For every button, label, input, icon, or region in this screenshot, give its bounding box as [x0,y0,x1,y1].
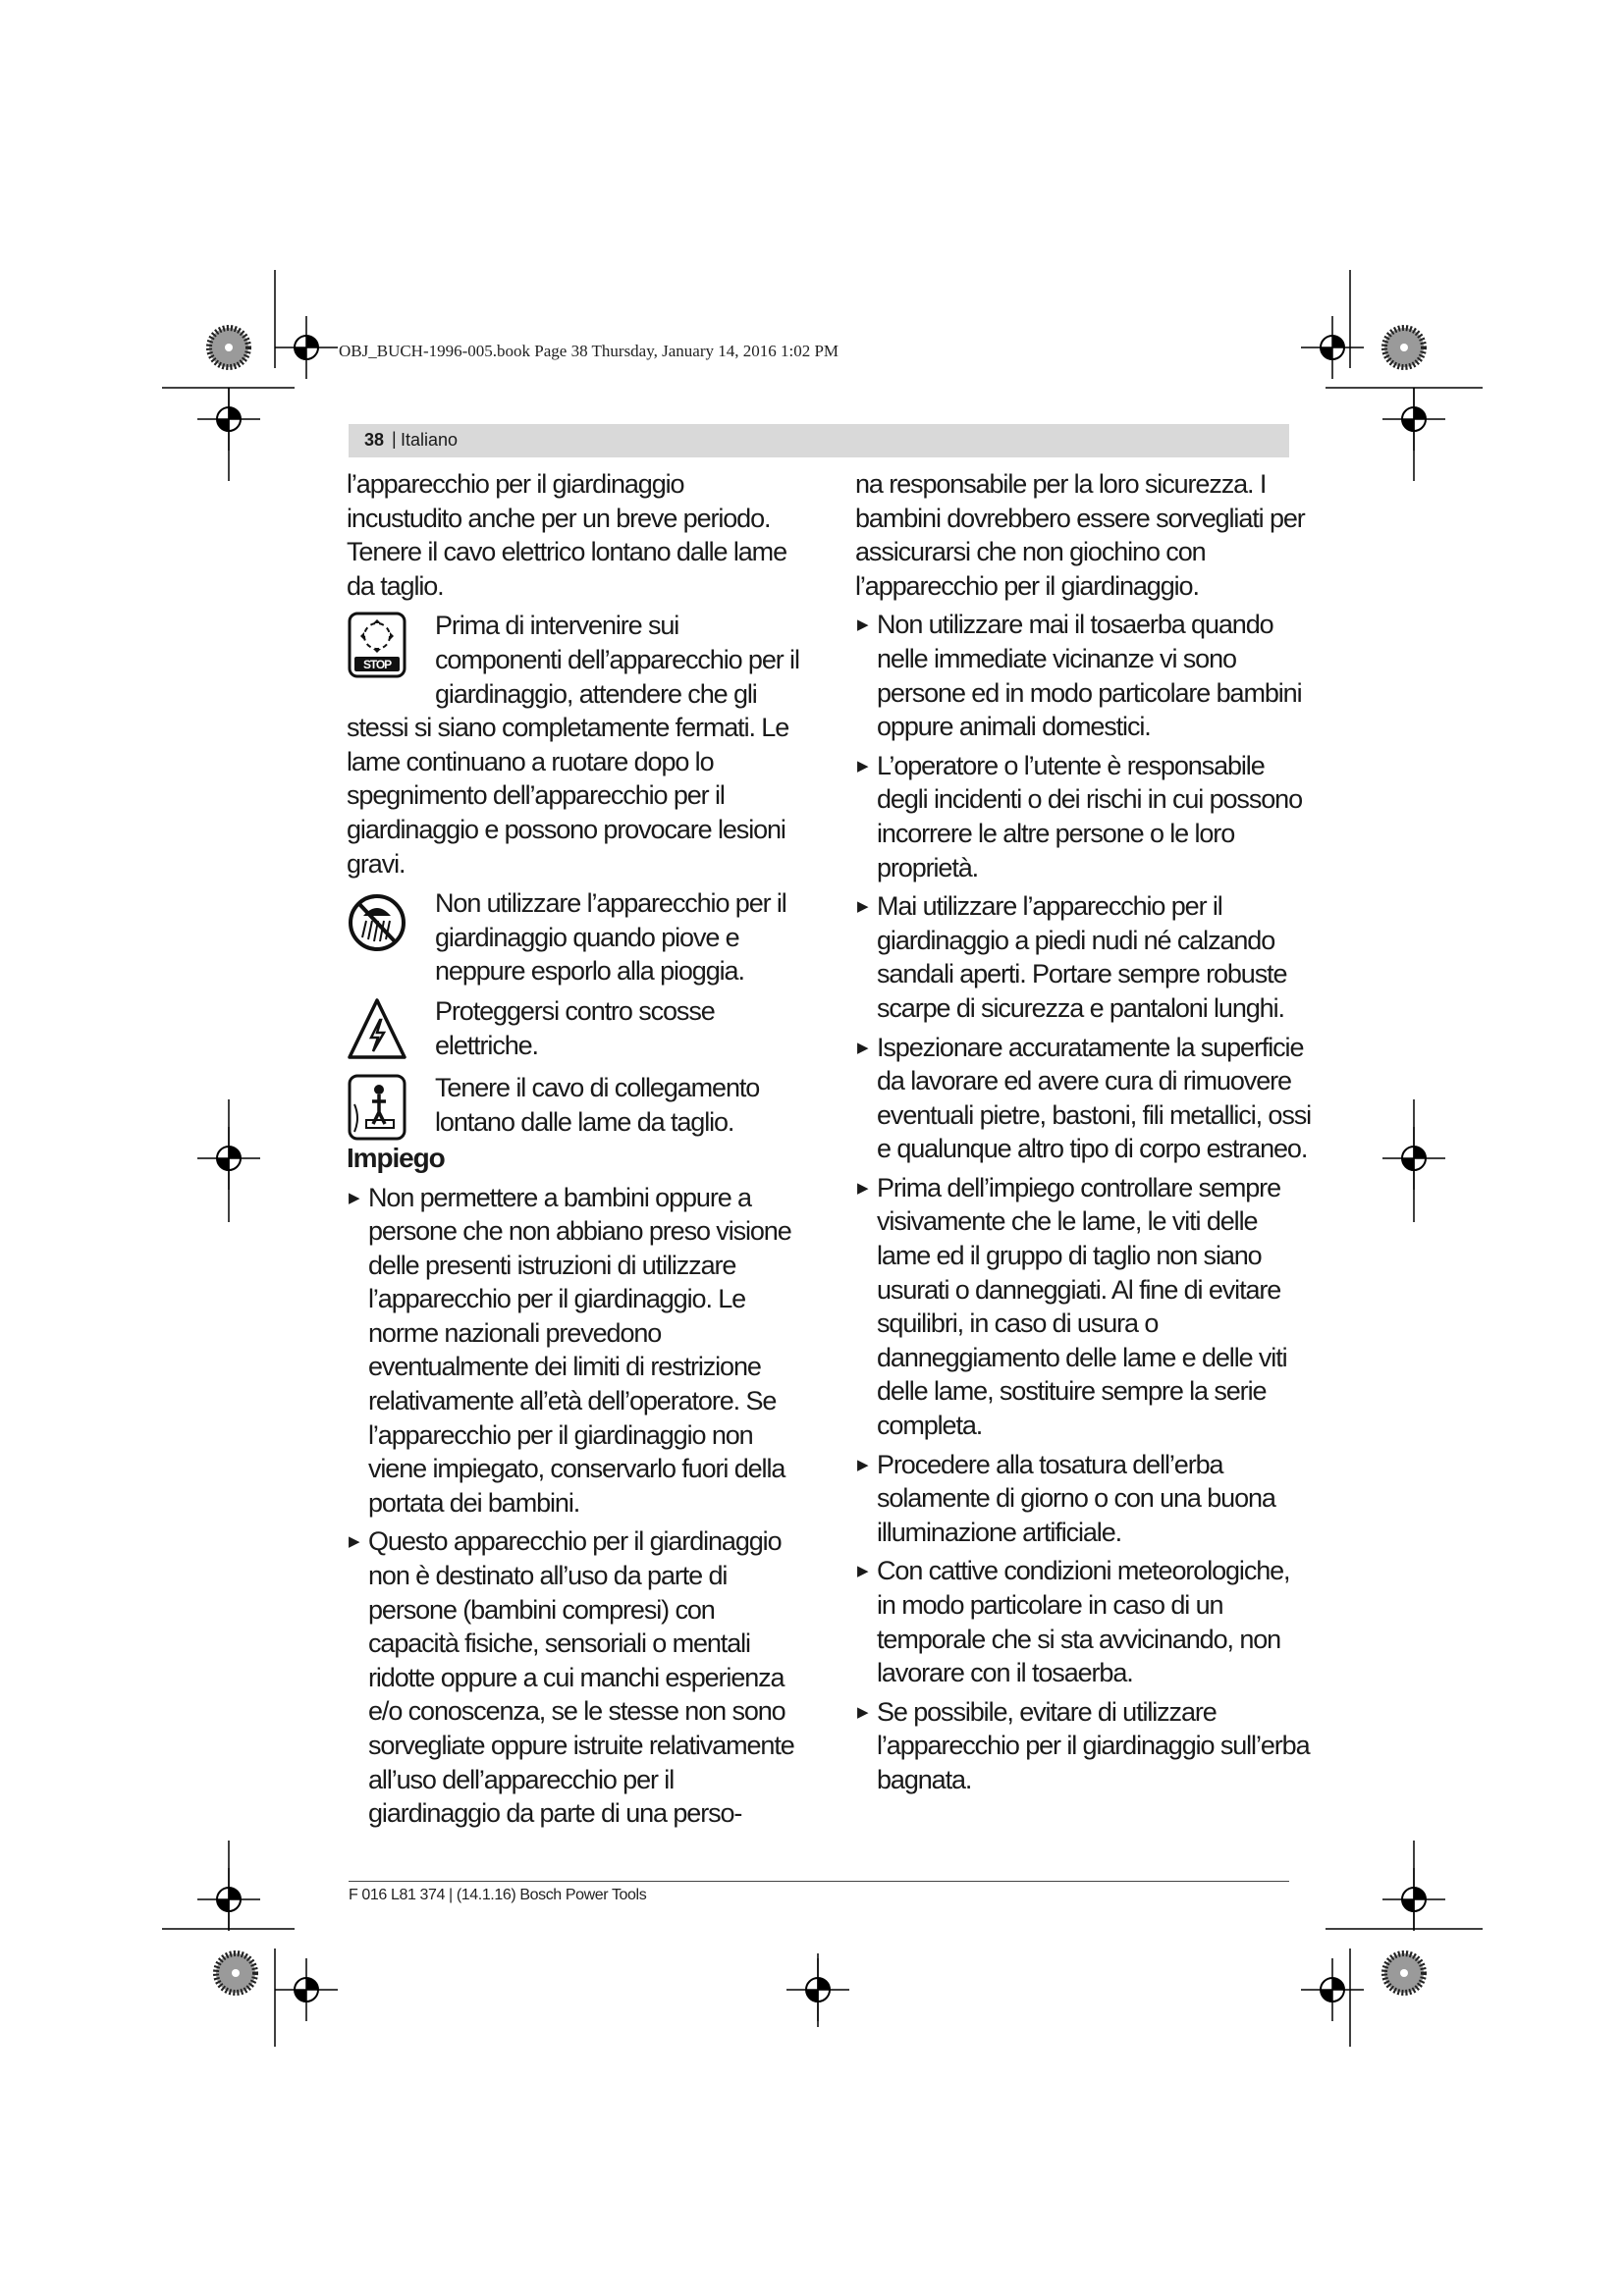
registration-starburst-icon [1384,328,1424,367]
shock-warning-text: Proteggersi contro scosse elettriche. [435,995,715,1060]
registration-cross-icon [197,1127,260,1190]
list-item: ▶ Con cattive condizioni meteorologiche, in modo particolare in caso di un temporale che si sta avvicinando, non lavorare con il tosaerba. [855,1554,1313,1689]
page-header-separator: | [392,429,397,449]
registration-cross-icon [1382,1127,1445,1190]
registration-cross-icon [1382,1868,1445,1931]
cable-warning-text: Tenere il cavo di collegamento lontano dalle lame da taglio. [435,1072,760,1137]
list-item: ▶ Ispezionare accuratamente la superficie da lavorare ed avere cura di rimuovere eventuali pietre, bastoni, fili metallici, ossi e qualunque altro tipo di corpo estraneo. [855,1031,1313,1166]
crop-line [162,1841,1483,2047]
list-item: ▶ Mai utilizzare l’apparecchio per il giardinaggio a piedi nudi né calzando sandali aperti. Portare sempre robuste scarpe di sicurezza e pantaloni lunghi. [855,889,1313,1025]
left-column [347,467,804,1831]
list-item: ▶ Se possibile, evitare di utilizzare l’apparecchio per il giardinaggio sull’erba bagnata. [855,1695,1313,1797]
registration-starburst-icon [1384,1953,1424,1993]
list-item: ▶ L’operatore o l’utente è responsabile degli incidenti o dei rischi in cui possono incorrere le altre persone o le loro proprietà. [855,749,1313,884]
registration-starburst-icon [209,328,248,367]
electric-shock-icon [347,996,407,1065]
stop-warning-text: Prima di intervenire sui componenti dell’apparecchio per il giardinaggio, attendere che gli [435,611,799,709]
cable-warning [347,1071,804,1142]
no-rain-icon [347,888,407,957]
registration-cross-icon [786,1958,849,2021]
registration-cross-icon [1301,316,1364,379]
rain-warning [347,886,804,988]
registration-cross-icon [1382,388,1445,451]
registration-cross-icon [197,1868,260,1931]
page-footer: F 016 L81 374 | (14.1.16) Bosch Power Tools [349,1887,647,1903]
list-item: ▶ Procedere alla tosatura dell’erba solamente di giorno o con una buona illuminazione artificiale. [855,1448,1313,1550]
section-heading-impiego: Impiego [347,1142,445,1173]
stop-rotating-blades-icon [347,611,407,679]
page-header-bar [349,424,1289,457]
footer-rule [349,1881,1289,1882]
registration-cross-icon [275,1958,338,2021]
cable-away-from-blades-icon [347,1073,407,1142]
registration-cross-icon [1301,1958,1364,2021]
stop-warning-continuation: stessi si siano completamente fermati. Le lame continuano a ruotare dopo lo spegnimento dell’apparecchio per il giardinaggio e possono provocare lesioni gravi. [347,713,789,879]
registration-cross-icon [197,388,260,451]
list-item: ▶ Non permettere a bambini oppure a persone che non abbiano preso visione delle presenti istruzioni di utilizzare l’apparecchio per il giardinaggio. Le norme nazionali prevedono eventualmente dei limiti di restrizione relativamente all’età dell’operatore. Se l’apparecchio per il giardinaggio non viene impiegato, conservarlo fuori della portata dei bambini. [347,1181,804,1521]
rain-warning-text: Non utilizzare l’apparecchio per il giardinaggio quando piove e neppure esporlo alla pioggia. [435,888,786,987]
list-item: ▶ Questo apparecchio per il giardinaggio non è destinato all’uso da parte di persone (bambini compresi) con capacità fisiche, sensoriali o mentali ridotte oppure a cui manchi esperienza e/o conoscenza, se le stesse non sono sorvegliate oppure istruite relativamente all’uso dell’apparecchio per il giardinaggio da parte di una perso- [347,1524,804,1830]
page-language: Italiano [401,430,459,450]
shock-warning [347,994,804,1065]
print-header: OBJ_BUCH-1996-005.book Page 38 Thursday, January 14, 2016 1:02 PM [339,342,839,360]
list-item: ▶ Non utilizzare mai il tosaerba quando nelle immediate vicinanze vi sono persone ed in modo particolare bambini oppure animali domestici. [855,608,1313,743]
list-item: ▶ Prima dell’impiego controllare sempre visivamente che le lame, le viti delle lame ed il gruppo di taglio non siano usurati o danneggiati. Al fine di evitare squilibri, in caso di usura o danneggiamento delle lame e delle viti delle lame, sostituire sempre la serie completa. [855,1171,1313,1443]
registration-cross-icon [275,316,338,379]
page-number: 38 [364,430,385,450]
right-column [855,467,1313,1797]
stop-warning [347,609,804,711]
continuation-paragraph: na responsabile per la loro sicurezza. I bambini dovrebbero essere sorvegliati per assicurarsi che non giochino con l’apparecchio per il giardinaggio. [855,469,1305,601]
registration-starburst-icon [216,1953,255,1993]
stop-icon-label: STOP [362,658,392,672]
intro-paragraph: l’apparecchio per il giardinaggio incustudito anche per un breve periodo. Tenere il cavo elettrico lontano dalle lame da taglio. [347,469,786,601]
